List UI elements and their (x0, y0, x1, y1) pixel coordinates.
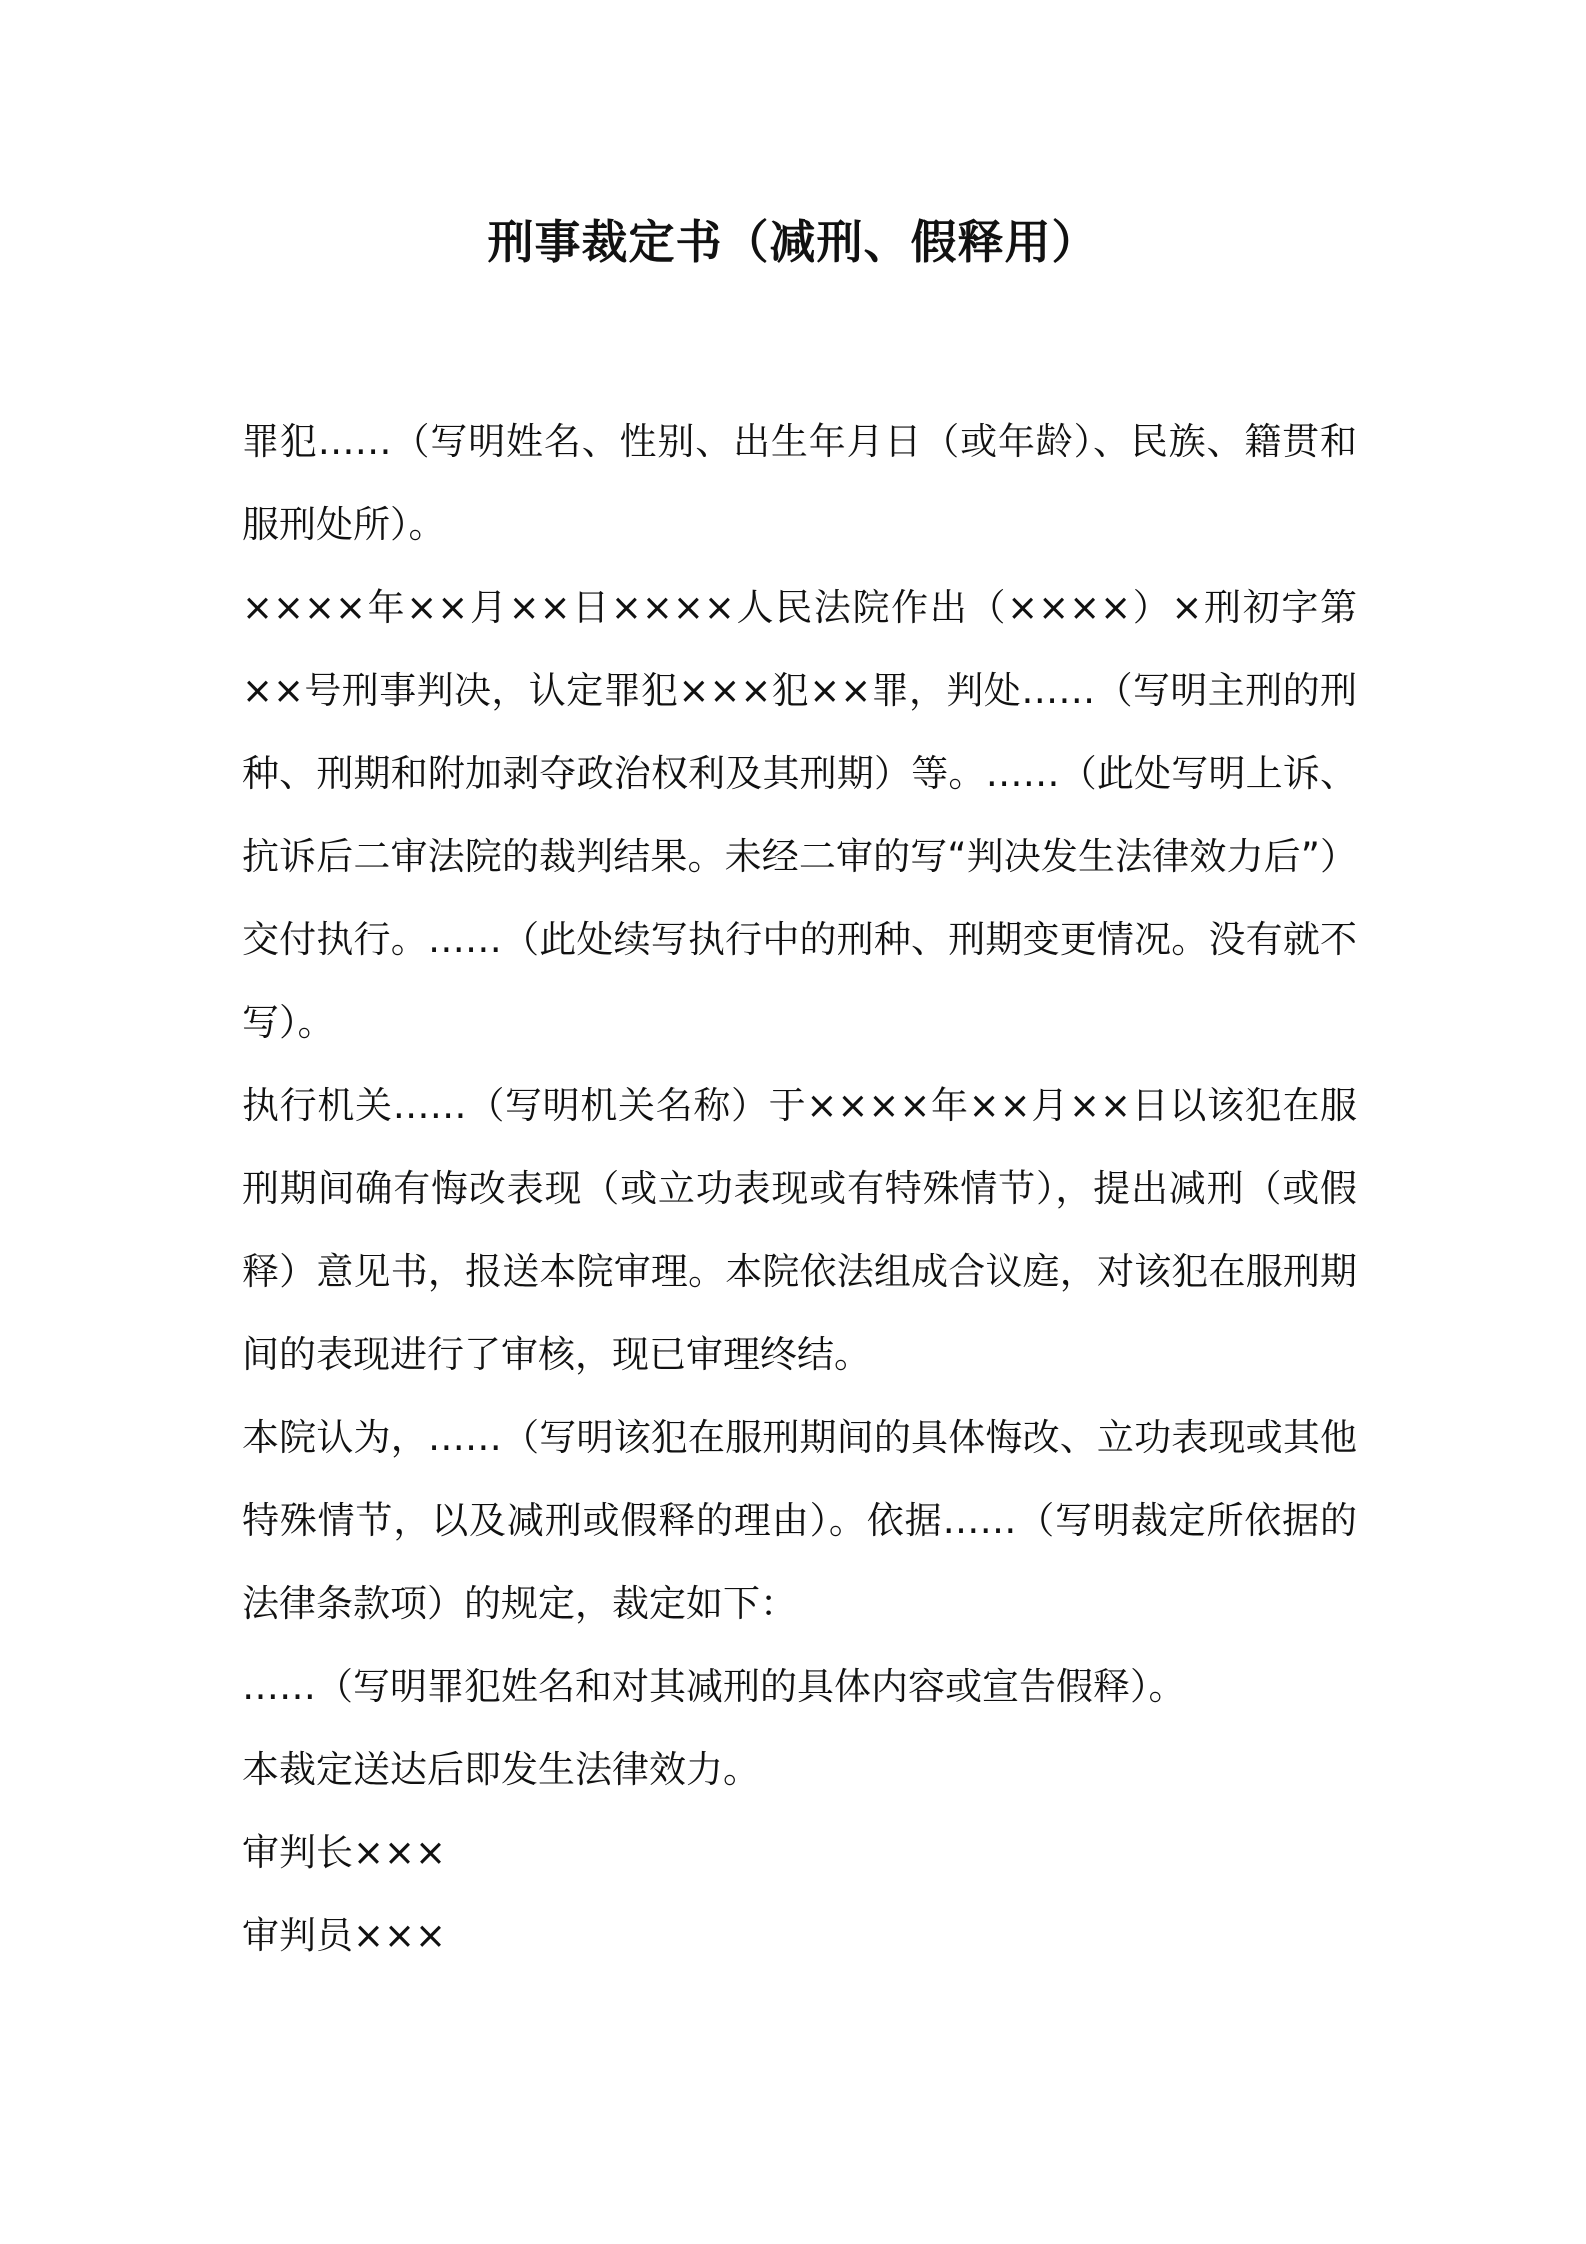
paragraph-original-judgment: ××××年××月××日××××人民法院作出（××××）×刑初字第××号刑事判决，认定罪犯×××犯××罪，判处……（写明主刑的刑种、刑期和附加剥夺政治权利及其刑期）等。……（此处写明上诉、抗诉后二审法院的裁判结果。未经二审的写“判决发生法律效力后”）交付执行。……（此处续写执行中的刑种、刑期变更情况。没有就不写）。 (242, 586, 1357, 1044)
signature-judge: 审判员××× (242, 1914, 447, 1957)
paragraph-effectiveness: 本裁定送达后即发生法律效力。 (242, 1748, 760, 1791)
paragraph-court-opinion: 本院认为，……（写明该犯在服刑期间的具体悔改、立功表现或其他特殊情节，以及减刑或假释的理由）。依据……（写明裁定所依据的法律条款项）的规定，裁定如下： (242, 1416, 1357, 1625)
document-title: 刑事裁定书（减刑、假释用） (487, 215, 1099, 269)
document-body (242, 400, 1357, 1977)
paragraph-criminal-info: 罪犯……（写明姓名、性别、出生年月日（或年龄）、民族、籍贯和服刑处所）。 (242, 420, 1357, 546)
paragraph-execution-agency: 执行机关……（写明机关名称）于××××年××月××日以该犯在服刑期间确有悔改表现（或立功表现或有特殊情节），提出减刑（或假释）意见书，报送本院审理。本院依法组成合议庭，对该犯在服刑期间的表现进行了审核，现已审理终结。 (242, 1084, 1357, 1376)
signature-chief-judge: 审判长××× (242, 1831, 447, 1874)
paragraph-ruling: ……（写明罪犯姓名和对其减刑的具体内容或宣告假释）。 (242, 1665, 1186, 1708)
